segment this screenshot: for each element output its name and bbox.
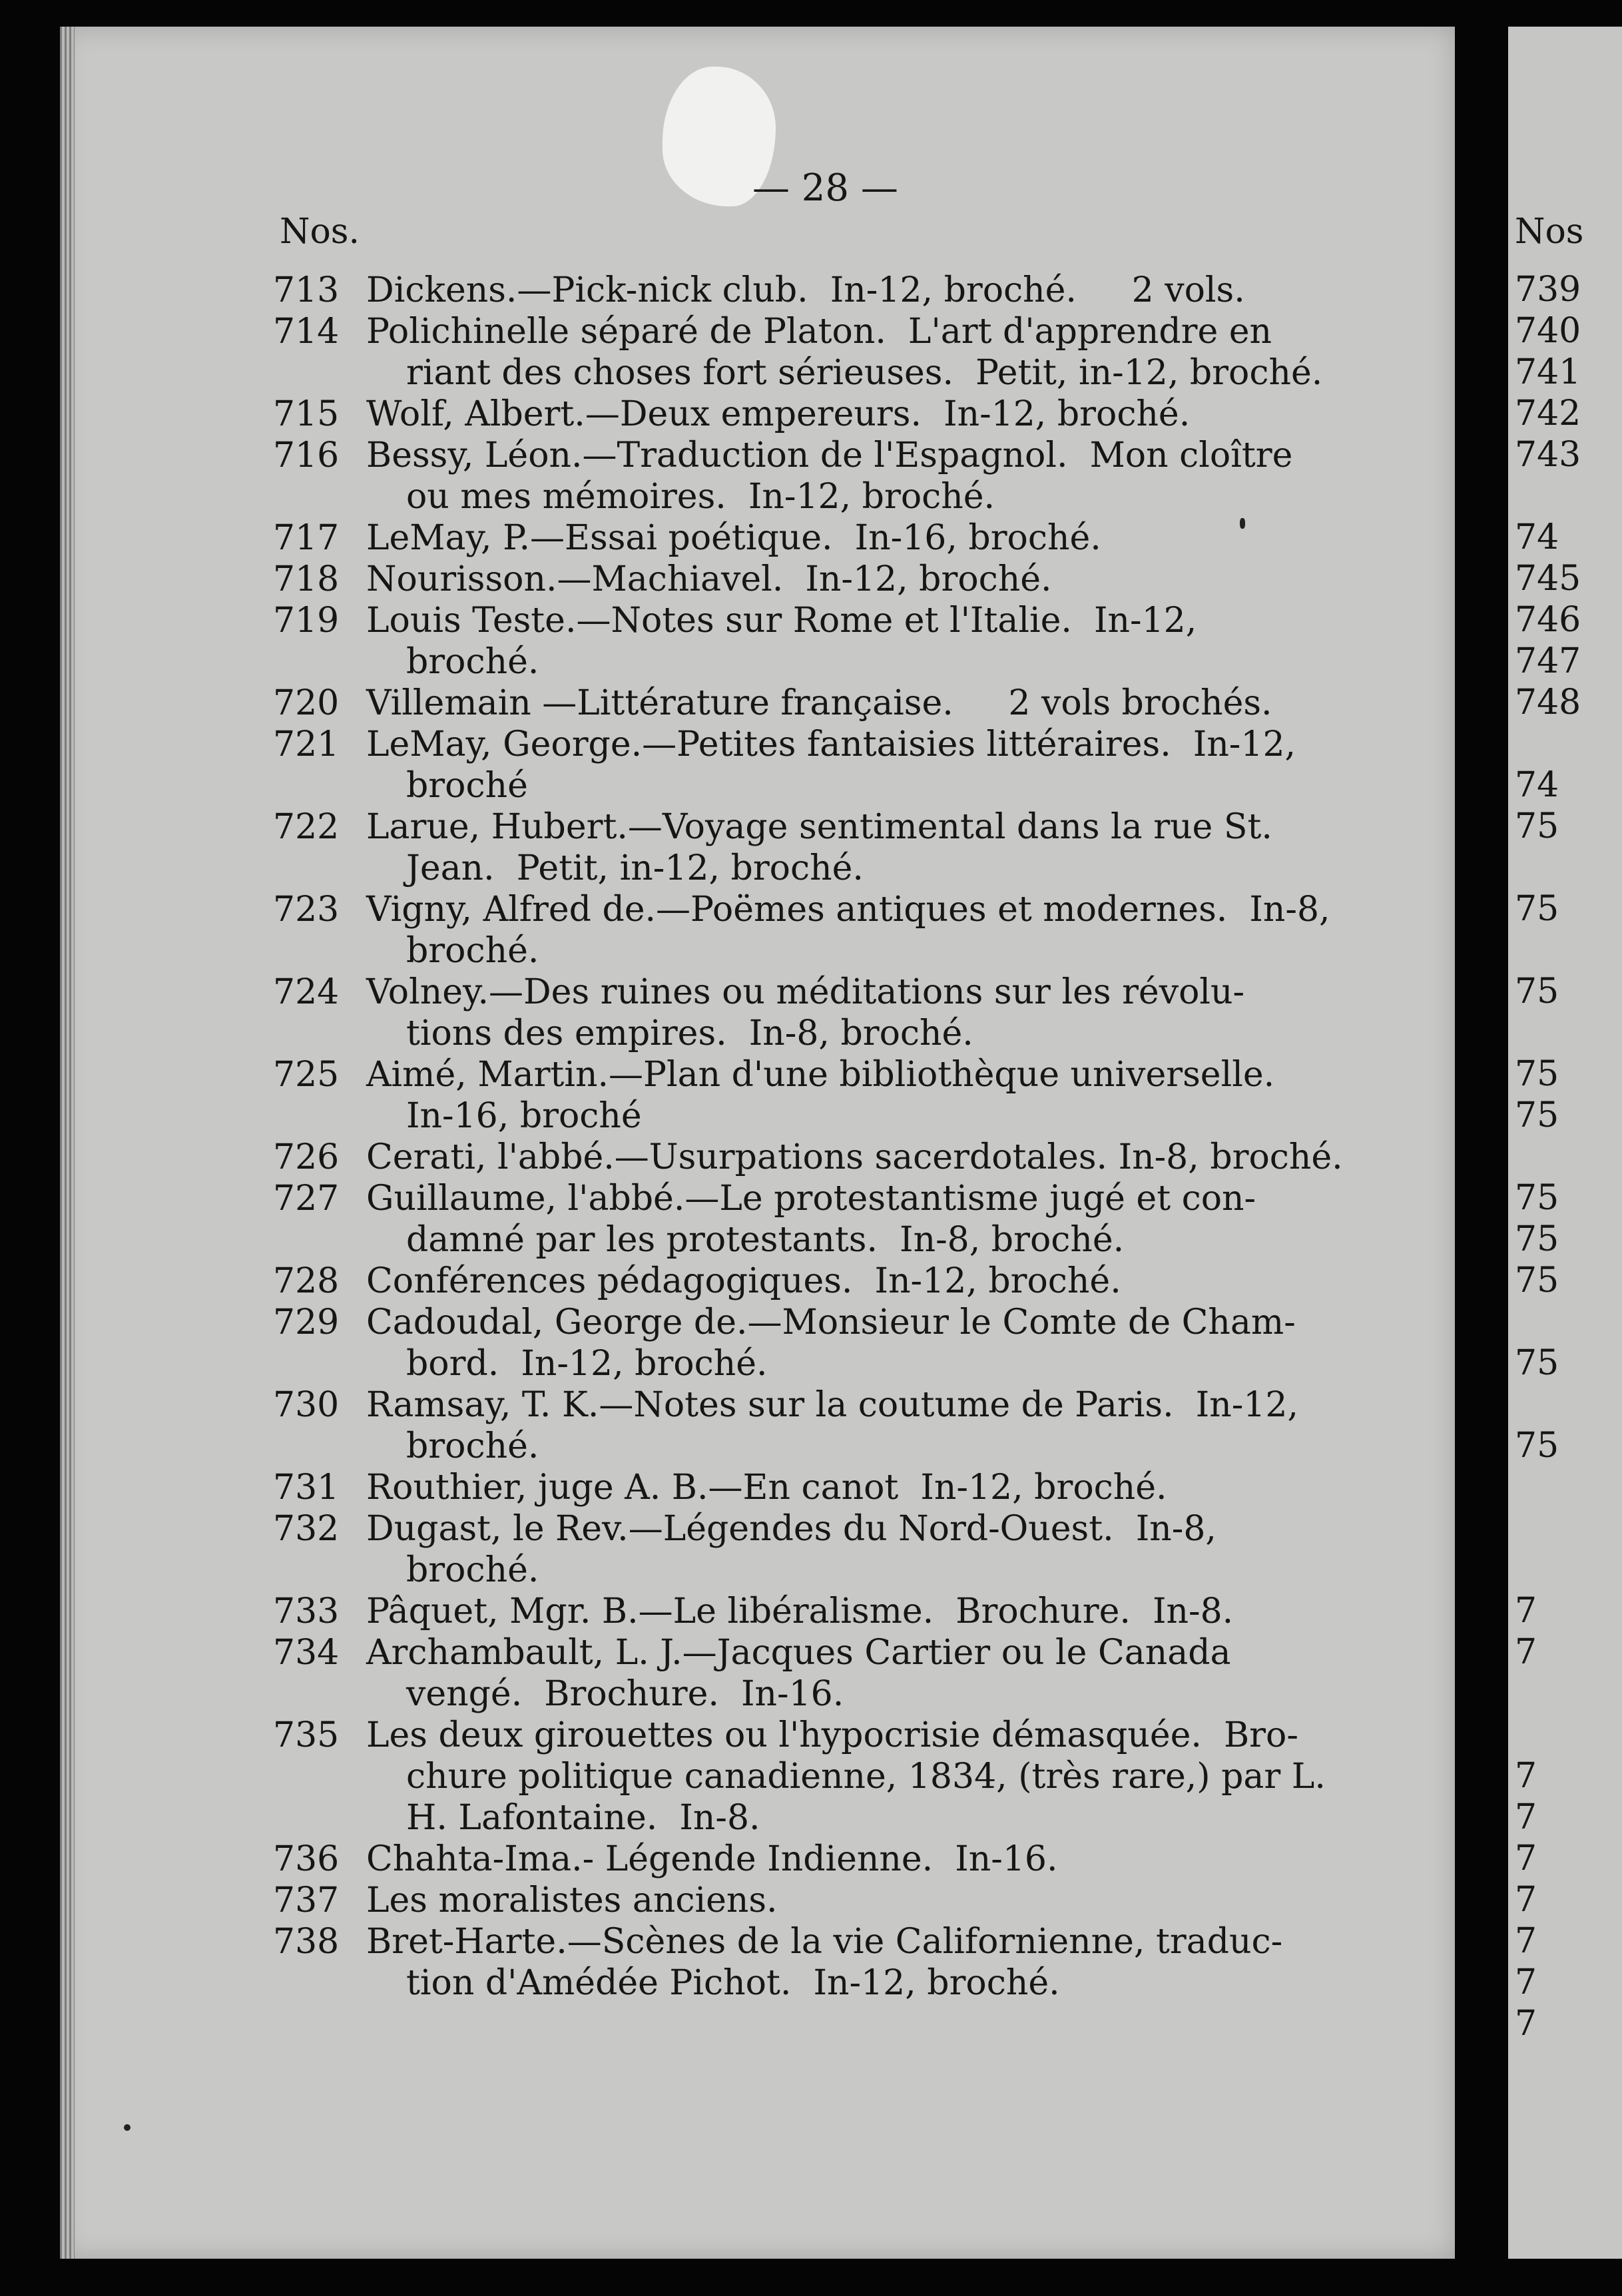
- entry-number: 735: [273, 1715, 340, 1755]
- entry-number: 731: [273, 1468, 340, 1508]
- entry-continuation-line: broché.: [406, 1426, 539, 1466]
- entry-text: [366, 889, 1372, 972]
- entry-text: [366, 559, 1372, 600]
- right-entry-number: 747: [1515, 641, 1581, 681]
- entry-continuation-line: bord. In-12, broché.: [406, 1344, 768, 1384]
- entry-line: LeMay, P.—Essai poétique. In-16, broché.: [366, 518, 1101, 558]
- entry-number: 737: [273, 1880, 340, 1920]
- entry-text: [366, 683, 1372, 724]
- entry-line: Aimé, Martin.—Plan d'une bibliothèque universelle.: [366, 1055, 1275, 1095]
- entry-continuation-line: broché: [406, 766, 528, 806]
- entry-continuation-line: broché.: [406, 931, 539, 971]
- right-entry-number: 75: [1515, 1095, 1559, 1135]
- catalog-entry: [273, 806, 1372, 889]
- entry-text: [366, 1508, 1372, 1591]
- entry-text: [366, 270, 1372, 311]
- entry-text: [366, 1921, 1372, 2004]
- right-entry-number: 742: [1515, 394, 1581, 433]
- entry-number: 717: [273, 518, 340, 558]
- entry-continuation-line: damné par les protestants. In-8, broché.: [406, 1220, 1125, 1260]
- right-entry-number: 7: [1515, 2004, 1537, 2044]
- entry-text: [366, 517, 1372, 559]
- catalog-entry: [273, 1880, 1372, 1921]
- catalog-entry: [273, 311, 1372, 394]
- entry-line: Dickens.—Pick-nick club. In-12, broché. 2 vols.: [366, 270, 1245, 310]
- catalog-entry: [273, 1467, 1372, 1508]
- catalog-entry: [273, 972, 1372, 1054]
- entry-line: Chahta-Ima.- Légende Indienne. In-16.: [366, 1839, 1058, 1879]
- catalog-entry: [273, 1054, 1372, 1137]
- right-entry-number: 75: [1515, 1219, 1559, 1259]
- entry-number: 723: [273, 890, 340, 930]
- entry-continuation-line: ou mes mémoires. In-12, broché.: [406, 477, 995, 517]
- entry-text: [366, 972, 1372, 1054]
- entry-line: Les deux girouettes ou l'hypocrisie démasquée. Bro-: [366, 1715, 1298, 1755]
- catalog-entry: [273, 1261, 1372, 1302]
- entry-line: Dugast, le Rev.—Légendes du Nord-Ouest. In-8,: [366, 1509, 1216, 1549]
- catalog-entry: [273, 1137, 1372, 1178]
- entry-text: [366, 1178, 1372, 1261]
- right-entry-number: 75: [1515, 1054, 1559, 1094]
- entry-text: [366, 1261, 1372, 1302]
- right-entry-number: 7: [1515, 1756, 1537, 1796]
- entry-line: Nourisson.—Machiavel. In-12, broché.: [366, 559, 1052, 599]
- right-entry-number: 743: [1515, 435, 1581, 475]
- entry-text: [366, 311, 1372, 394]
- entry-text: [366, 1384, 1372, 1467]
- entry-number: 734: [273, 1633, 340, 1673]
- entry-number: 729: [273, 1302, 340, 1342]
- entry-line: LeMay, George.—Petites fantaisies littéraires. In-12,: [366, 724, 1296, 764]
- right-entry-number: 75: [1515, 889, 1559, 929]
- entry-line: Wolf, Albert.—Deux empereurs. In-12, broché.: [366, 394, 1191, 434]
- entry-line: Bessy, Léon.—Traduction de l'Espagnol. Mon cloître: [366, 435, 1293, 475]
- entry-text: [366, 806, 1372, 889]
- catalog-entry: [273, 435, 1372, 517]
- entry-continuation-line: broché.: [406, 1550, 539, 1590]
- right-entry-number: 7: [1515, 1962, 1537, 2002]
- right-entry-number: 741: [1515, 352, 1581, 392]
- entry-number: 720: [273, 683, 340, 723]
- entry-line: Cadoudal, George de.—Monsieur le Comte de Cham-: [366, 1302, 1296, 1342]
- right-entry-number: 75: [1515, 1261, 1559, 1300]
- right-entry-number: 7: [1515, 1632, 1537, 1672]
- right-entry-number: 746: [1515, 600, 1581, 640]
- entry-line: Guillaume, l'abbé.—Le protestantisme jugé et con-: [366, 1179, 1256, 1219]
- entry-text: [366, 1715, 1372, 1839]
- entry-text: [366, 1467, 1372, 1508]
- entry-text: [366, 394, 1372, 435]
- entry-text: [366, 1632, 1372, 1715]
- catalog-entry: [273, 394, 1372, 435]
- catalog-entry: [273, 1178, 1372, 1261]
- entry-line: Archambault, L. J.—Jacques Cartier ou le Canada: [366, 1633, 1231, 1673]
- entry-number: 722: [273, 807, 340, 847]
- entry-line: Polichinelle séparé de Platon. L'art d'apprendre en: [366, 312, 1272, 352]
- page-number: — 28 —: [752, 166, 898, 210]
- entry-text: [366, 1880, 1372, 1921]
- entry-line: Louis Teste.—Notes sur Rome et l'Italie. In-12,: [366, 601, 1197, 641]
- catalog-entry: [273, 889, 1372, 972]
- entry-text: [366, 1839, 1372, 1880]
- right-entry-number: 7: [1515, 1591, 1537, 1631]
- entry-continuation-line: H. Lafontaine. In-8.: [406, 1798, 760, 1838]
- right-entry-number: 74: [1515, 517, 1559, 557]
- entry-line: Ramsay, T. K.—Notes sur la coutume de Paris. In-12,: [366, 1385, 1298, 1425]
- catalog-entry: [273, 1302, 1372, 1384]
- entry-text: [366, 1591, 1372, 1632]
- entry-continuation-line: tion d'Amédée Pichot. In-12, broché.: [406, 1963, 1060, 2003]
- entry-number: 726: [273, 1137, 340, 1177]
- right-entry-number: 7: [1515, 1880, 1537, 1920]
- entry-number: 713: [273, 270, 340, 310]
- entry-line: Pâquet, Mgr. B.—Le libéralisme. Brochure. In-8.: [366, 1591, 1234, 1631]
- entry-number: 730: [273, 1385, 340, 1425]
- catalog-entry: [273, 1508, 1372, 1591]
- ink-speck: [1240, 518, 1245, 529]
- catalog-entry: [273, 1839, 1372, 1880]
- entry-continuation-line: vengé. Brochure. In-16.: [406, 1674, 844, 1714]
- entry-text: [366, 724, 1372, 806]
- entry-number: 716: [273, 435, 340, 475]
- right-entry-number: 745: [1515, 559, 1581, 599]
- entry-number: 736: [273, 1839, 340, 1879]
- catalog-entry: [273, 600, 1372, 683]
- catalog-entry: [273, 1591, 1372, 1632]
- entry-text: [366, 1054, 1372, 1137]
- catalog-entry: [273, 1715, 1372, 1839]
- right-entry-number: 7: [1515, 1839, 1537, 1878]
- right-entry-number: 74: [1515, 765, 1559, 805]
- catalog-entry: [273, 270, 1372, 311]
- entry-number: 724: [273, 972, 340, 1012]
- entry-number: 715: [273, 394, 340, 434]
- book-gutter: [1455, 0, 1508, 2296]
- right-entry-number: 7: [1515, 1921, 1537, 1961]
- right-entry-number: 740: [1515, 311, 1581, 351]
- right-entry-number: 75: [1515, 1178, 1559, 1218]
- entry-text: [366, 1302, 1372, 1384]
- right-entry-number: 748: [1515, 683, 1581, 722]
- right-entry-number: 75: [1515, 1343, 1559, 1383]
- entry-line: Conférences pédagogiques. In-12, broché.: [366, 1261, 1121, 1301]
- entry-text: [366, 1137, 1372, 1178]
- entry-continuation-line: riant des choses fort sérieuses. Petit, in-12, broché.: [406, 353, 1323, 393]
- entry-number: 725: [273, 1055, 340, 1095]
- entry-number: 733: [273, 1591, 340, 1631]
- entry-number: 738: [273, 1922, 340, 1962]
- entry-number: 727: [273, 1179, 340, 1219]
- entry-line: Cerati, l'abbé.—Usurpations sacerdotales. In-8, broché.: [366, 1137, 1343, 1177]
- entry-number: 719: [273, 601, 340, 641]
- right-entry-number: 739: [1515, 270, 1581, 310]
- entry-continuation-line: tions des empires. In-8, broché.: [406, 1013, 973, 1053]
- entry-continuation-line: In-16, broché: [406, 1096, 642, 1136]
- entry-number: 732: [273, 1509, 340, 1549]
- right-page-header: Nos: [1515, 212, 1584, 252]
- ink-speck: [124, 2124, 131, 2131]
- entry-number: 718: [273, 559, 340, 599]
- page-binding-edge: [60, 27, 75, 2259]
- entry-continuation-line: chure politique canadienne, 1834, (très rare,) par L.: [406, 1757, 1326, 1797]
- entry-line: Volney.—Des ruines ou méditations sur les révolu-: [366, 972, 1245, 1012]
- column-header: Nos.: [280, 212, 360, 252]
- entry-line: Bret-Harte.—Scènes de la vie Californienne, traduc-: [366, 1922, 1283, 1962]
- entry-text: [366, 600, 1372, 683]
- catalog-entry: [273, 1921, 1372, 2004]
- catalog-entry: [273, 724, 1372, 806]
- entry-line: Larue, Hubert.—Voyage sentimental dans la rue St.: [366, 807, 1272, 847]
- entry-line: Routhier, juge A. B.—En canot In-12, broché.: [366, 1468, 1167, 1508]
- entry-number: 728: [273, 1261, 340, 1301]
- entry-number: 714: [273, 312, 340, 352]
- catalog-entry: [273, 1384, 1372, 1467]
- right-entry-number: 7: [1515, 1797, 1537, 1837]
- entry-continuation-line: Jean. Petit, in-12, broché.: [406, 848, 864, 888]
- catalog-entry: [273, 517, 1372, 559]
- entry-line: Villemain —Littérature française. 2 vols brochés.: [366, 683, 1272, 723]
- right-entry-number: 75: [1515, 1426, 1559, 1466]
- catalog-entries: [273, 270, 1372, 2004]
- catalog-entry: [273, 559, 1372, 600]
- catalog-entry: [273, 683, 1372, 724]
- entry-line: Les moralistes anciens.: [366, 1880, 778, 1920]
- entry-number: 721: [273, 724, 340, 764]
- entry-continuation-line: broché.: [406, 642, 539, 682]
- entry-line: Vigny, Alfred de.—Poëmes antiques et modernes. In-8,: [366, 890, 1330, 930]
- catalog-entry: [273, 1632, 1372, 1715]
- right-entry-number: 75: [1515, 972, 1559, 1011]
- entry-text: [366, 435, 1372, 517]
- right-entry-number: 75: [1515, 806, 1559, 846]
